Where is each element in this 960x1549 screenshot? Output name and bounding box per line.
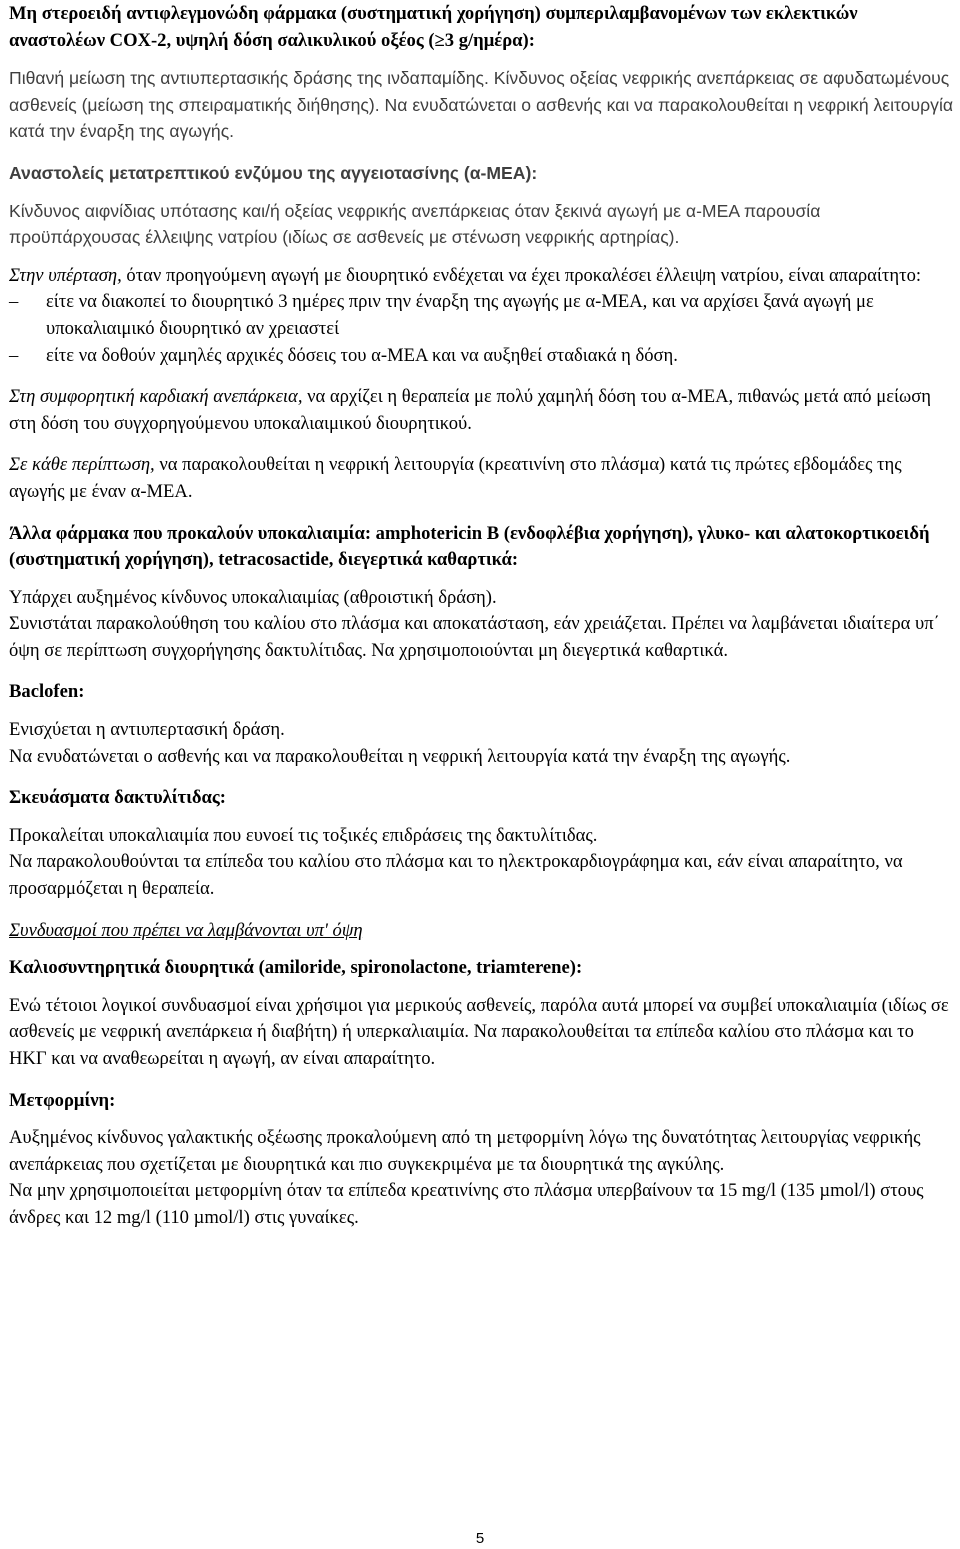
ace-bullet-text: είτε να δοθούν χαμηλές αρχικές δόσεις του α-ΜΕΑ και να αυξηθεί σταδιακά η δόση. xyxy=(46,344,678,366)
baclofen-line-2: Να ενυδατώνεται ο ασθενής και να παρακολουθείται η νεφρική λειτουργία κατά την έναρξη της αγωγής. xyxy=(9,745,791,767)
ace-bullet-item xyxy=(9,289,955,342)
dash-marker: – xyxy=(9,291,19,313)
digitalis-line-2: Να παρακολουθούνται τα επίπεδα του καλίου στο πλάσμα και το ηλεκτροκαρδιογράφημα και, εάν είναι απαραίτητο, να προσαρμόζεται η θεραπεία. xyxy=(9,851,903,900)
caution-combinations-title: Συνδυασμοί που πρέπει να λαμβάνονται υπ' όψη xyxy=(9,919,363,941)
hypokalaemia-line-1: Υπάρχει αυξημένος κίνδυνος υποκαλιαιμίας (αθροιστική δράση). xyxy=(9,586,497,608)
metformin-heading: Μετφορμίνη: xyxy=(9,1089,116,1111)
baclofen-line-1: Ενισχύεται η αντιυπερτασική δράση. xyxy=(9,719,285,741)
ace-hypertension-text: όταν προηγούμενη αγωγή με διουρητικό ενδέχεται να έχει προκαλέσει έλλειψη νατρίου, είναι απαραίτητο: xyxy=(121,264,922,286)
hypokalaemia-heading: Άλλα φάρμακα που προκαλούν υποκαλιαιμία: amphotericin B (ενδοφλέβια χορήγηση), γλυκο- και αλατοκορτικοειδή (συστηματική χορήγηση), tetracosactide, διεγερτικά καθαρτικά: xyxy=(9,522,930,571)
ace-chf-text: να αρχίζει η θεραπεία με πολύ χαμηλή δόση του α-ΜΕΑ, πιθανώς μετά από μείωση στη δόση του συγχορηγούμενου υποκαλιαιμικού διουρητικού. xyxy=(9,386,931,434)
dash-marker: – xyxy=(9,344,19,366)
ace-bullet-item xyxy=(9,343,955,370)
metformin-line-2: Να μην χρησιμοποιείται μετφορμίνη όταν τα επίπεδα κρεατινίνης στο πλάσμα υπερβαίνουν τα 15 mg/l (135 µmol/l) στους άνδρες και 12 mg/l (110 µmol/l) στις γυναίκες. xyxy=(9,1180,924,1228)
ace-all-cases-lead: Σε κάθε περίπτωση, xyxy=(9,454,155,476)
digitalis-line-1: Προκαλείται υποκαλιαιμία που ευνοεί τις τοξικές επιδράσεις της δακτυλίτιδας. xyxy=(9,824,598,846)
ace-bullet-text: είτε να διακοπεί το διουρητικό 3 ημέρες πριν την έναρξη της αγωγής με α-ΜΕΑ, και να αρχίσει ξανά αγωγή με υποκαλιαιμικό διουρητικό αν χρειαστεί xyxy=(46,291,874,339)
ace-hypertension-paragraph xyxy=(9,263,955,290)
ace-heading: Αναστολείς μετατρεπτικού ενζύμου της αγγειοτασίνης (α-ΜΕΑ): xyxy=(9,162,538,183)
page-number: 5 xyxy=(475,1530,485,1547)
ace-body: Κίνδυνος αιφνίδιας υπότασης και/ή οξείας νεφρικής ανεπάρκειας όταν ξεκινά αγωγή με α-ΜΕΑ παρουσία προϋπάρχουσας έλλειψης νατρίου (ιδίως σε ασθενείς με στένωση νεφρικής αρτηρίας). xyxy=(9,200,821,248)
nsaids-body: Πιθανή μείωση της αντιυπερτασικής δράσης της ινδαπαμίδης. Κίνδυνος οξείας νεφρικής ανεπάρκειας σε αφυδατωμένους ασθενείς (μείωση της σπειραματικής διήθησης). Να ενυδατώνεται ο ασθενής και να παρακολουθείται η νεφρική λειτουργία κατά την έναρξη της αγωγής. xyxy=(9,68,954,142)
hypokalaemia-line-2: Συνιστάται παρακολούθηση του καλίου στο πλάσμα και αποκατάσταση, εάν χρειάζεται. Πρέπει να λαμβάνεται ιδιαίτερα υπ΄ όψη σε περίπτωση συγχορήγησης δακτυλίτιδας. Να χρησιμοποιούνται μη διεγερτικά καθαρτικά. xyxy=(9,613,940,661)
ace-all-cases-text: να παρακολουθείται η νεφρική λειτουργία (κρεατινίνη στο πλάσμα) κατά τις πρώτες εβδομάδες της αγωγής με έναν α-ΜΕΑ. xyxy=(9,454,902,502)
digitalis-heading: Σκευάσματα δακτυλίτιδας: xyxy=(9,787,226,809)
ace-chf-lead: Στη συμφορητική καρδιακή ανεπάρκεια, xyxy=(9,386,303,408)
k-sparing-body: Ενώ τέτοιοι λογικοί συνδυασμοί είναι χρήσιμοι για μερικούς ασθενείς, παρόλα αυτά μπορεί να συμβεί υποκαλιαιμία (ιδίως σε ασθενείς με νεφρική ανεπάρκεια ή διαβήτη) ή υπερκαλιαιμία. Να παρακολουθείται τα επίπεδα καλίου στο πλάσμα και το ΗΚΓ και να αναθεωρείται η αγωγή, αν είναι απαραίτητο. xyxy=(9,994,949,1069)
nsaids-heading: Μη στεροειδή αντιφλεγμονώδη φάρμακα (συστηματική χορήγηση) συμπεριλαμβανομένων των εκλεκτικών αναστολέων COX-2, υψηλή δόση σαλικυλικού οξέος (≥3 g/ημέρα): xyxy=(9,3,858,51)
metformin-line-1: Αυξημένος κίνδυνος γαλακτικής οξέωσης προκαλούμενη από τη μετφορμίνη λόγω της δυνατότητας λειτουργίας νεφρικής ανεπάρκειας που σχετίζεται με διουρητικά και πιο συγκεκριμένα με τα διουρητικά της αγκύλης. xyxy=(9,1127,921,1175)
k-sparing-heading: Καλιοσυντηρητικά διουρητικά (amiloride, spironolactone, triamterene): xyxy=(9,957,583,979)
baclofen-heading: Baclofen: xyxy=(9,681,85,703)
ace-all-cases-paragraph xyxy=(9,452,955,505)
ace-hypertension-lead: Στην υπέρταση, xyxy=(9,264,122,286)
ace-chf-paragraph xyxy=(9,384,955,437)
document-page xyxy=(9,1,955,1232)
